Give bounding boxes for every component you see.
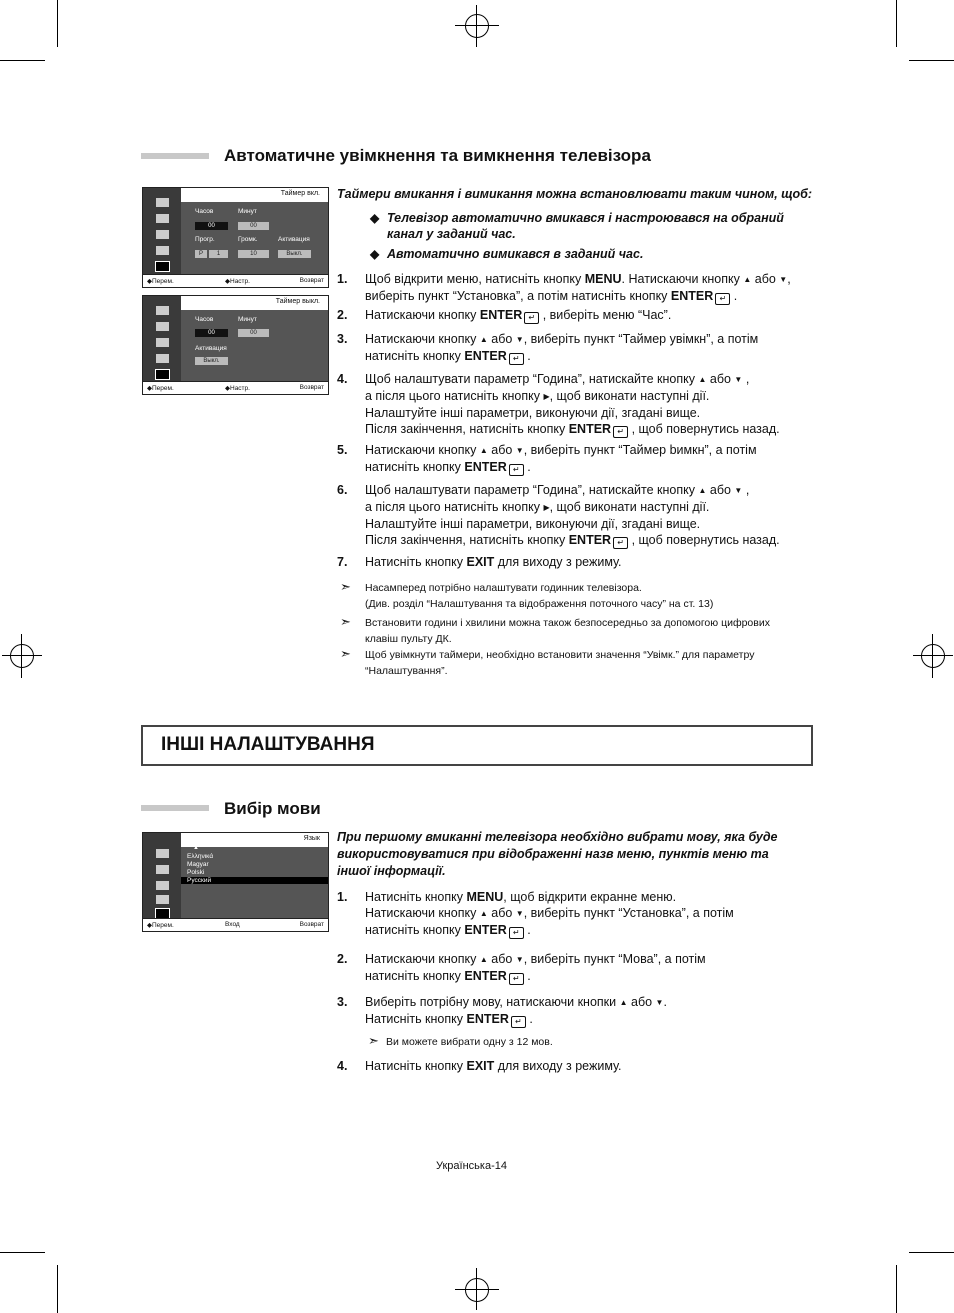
- step-number: 7.: [337, 555, 348, 569]
- footer-back: Возврат: [299, 384, 324, 391]
- footer-set: ◆Настр.: [225, 278, 250, 285]
- step-number: 6.: [337, 483, 348, 497]
- note-line: клавіш пульту ДК.: [365, 633, 452, 645]
- registration-line: [476, 5, 477, 47]
- step-number: 1.: [337, 890, 348, 904]
- channel-icon: [156, 214, 169, 223]
- footer-move: ◆Перем.: [147, 278, 174, 285]
- instruction-step: [337, 331, 759, 365]
- prog-label: Прогр.: [195, 236, 215, 243]
- instruction-step: [337, 951, 706, 985]
- enter-icon: ↵: [509, 353, 524, 365]
- footer-move: ◆Перем.: [147, 922, 174, 929]
- enter-icon: ↵: [509, 973, 524, 985]
- note-line: “Налаштування”.: [365, 665, 448, 677]
- prog-p: P: [195, 250, 207, 258]
- intro-line: використовуватися при відображенні назв меню, пунктів меню та: [337, 847, 769, 861]
- step-line: натисніть кнопку ENTER ↵ .: [365, 969, 531, 983]
- picture-icon: [156, 198, 169, 207]
- registration-line: [455, 1289, 499, 1290]
- picture-icon: [156, 306, 169, 315]
- antenna-icon: [156, 354, 169, 363]
- instruction-step: [337, 994, 667, 1028]
- step-line: Натисніть кнопку EXIT для виходу з режиму.: [365, 555, 622, 569]
- tv-title: Язык: [303, 835, 320, 842]
- step-line: Після закінчення, натисніть кнопку ENTER ↵ , щоб повернутись назад.: [365, 533, 780, 547]
- step-line: Щоб відкрити меню, натисніть кнопку MENU. Натискаючи кнопку ▲ або ▼,: [365, 272, 791, 286]
- up-arrow-icon: ▲: [193, 845, 199, 851]
- tv-sidebar: [143, 833, 181, 919]
- bullet-text: Автоматично вимикався в заданий час.: [387, 247, 644, 261]
- page-number: Українська-14: [436, 1160, 507, 1172]
- intro-line: іншої інформації.: [337, 864, 446, 878]
- tv-footer: [143, 274, 328, 287]
- registration-line: [455, 25, 499, 26]
- step-line: Після закінчення, натисніть кнопку ENTER ↵ , щоб повернутись назад.: [365, 422, 780, 436]
- activation-value: Выкл.: [195, 357, 228, 365]
- registration-line: [2, 655, 42, 656]
- setup-icon: [156, 370, 169, 379]
- prog-value: 1: [209, 250, 228, 258]
- note: [340, 646, 755, 679]
- activation-value: Выкл.: [278, 250, 311, 258]
- bullet-item: [370, 246, 644, 262]
- crop-mark: [0, 60, 45, 61]
- footer-set: ◆Настр.: [225, 385, 250, 392]
- crop-mark: [896, 0, 897, 47]
- section-title: Вибір мови: [224, 799, 321, 818]
- antenna-icon: [156, 246, 169, 255]
- registration-line: [932, 634, 933, 678]
- volume-label: Громк.: [238, 236, 258, 243]
- other-settings-title: ІНШІ НАЛАШТУВАННЯ: [161, 734, 375, 755]
- step-number: 4.: [337, 372, 348, 386]
- registration-mark-icon: [465, 1278, 489, 1302]
- enter-icon: ↵: [509, 927, 524, 939]
- note: [340, 579, 714, 612]
- language-option: Magyar: [187, 861, 209, 868]
- sound-icon: [156, 881, 169, 890]
- step-line: Щоб налаштувати параметр “Година”, натискайте кнопку ▲ або ▼ ,: [365, 483, 750, 497]
- step-line: Натисніть кнопку ENTER ↵ .: [365, 1012, 533, 1026]
- footer-back: Возврат: [299, 277, 324, 284]
- step-line: Налаштуйте інші параметри, виконуючи дії, згадані вище.: [365, 517, 701, 531]
- instruction-step: [337, 371, 780, 438]
- step-line: а після цього натисніть кнопку ▶, щоб виконати наступні дії.: [365, 500, 710, 514]
- step-line: Натискаючи кнопку ▲ або ▼, виберіть пункт “Таймер bимкн”, а потім: [365, 443, 757, 457]
- section-bar: [141, 153, 209, 159]
- step-line: натисніть кнопку ENTER ↵ .: [365, 923, 531, 937]
- sound-icon: [156, 230, 169, 239]
- step-line: Щоб налаштувати параметр “Година”, натискайте кнопку ▲ або ▼ ,: [365, 372, 750, 386]
- hour-label: Часов: [195, 208, 214, 215]
- sound-icon: [156, 338, 169, 347]
- crop-mark: [0, 1252, 45, 1253]
- channel-icon: [156, 865, 169, 874]
- step-line: Натискаючи кнопку ▲ або ▼, виберіть пункт “Мова”, а потім: [365, 952, 706, 966]
- footer-move: ◆Перем.: [147, 385, 174, 392]
- step-line: а після цього натисніть кнопку ▶, щоб виконати наступні дії.: [365, 389, 710, 403]
- bullet-text: Телевізор автоматично вмикався і настроювався на обраний канал у заданий час.: [387, 211, 784, 241]
- hour-value: 00: [195, 222, 228, 230]
- step-line: виберіть пункт “Установка”, а потім натисніть кнопку ENTER ↵ .: [365, 289, 738, 303]
- crop-mark: [909, 60, 954, 61]
- enter-icon: ↵: [613, 426, 628, 438]
- instruction-step: [337, 271, 791, 305]
- tv-title: Таймер вкл.: [280, 190, 320, 197]
- enter-icon: ↵: [524, 312, 539, 324]
- footer-back: Возврат: [299, 921, 324, 928]
- registration-mark-icon: [10, 644, 34, 668]
- note-line: Щоб увімкнути таймери, необхідно встановити значення “Увімк.” для параметру: [365, 649, 755, 661]
- section-title: Автоматичне увімкнення та вимкнення телевізора: [224, 146, 651, 165]
- bullet-item: [370, 210, 807, 242]
- section-bar: [141, 805, 209, 811]
- step-number: 2.: [337, 308, 348, 322]
- hour-label: Часов: [195, 316, 214, 323]
- enter-icon: ↵: [511, 1016, 526, 1028]
- note: [368, 1033, 553, 1050]
- section-intro: Таймери вмикання і вимикання можна встановлювати таким чином, щоб:: [337, 187, 813, 201]
- step-number: 4.: [337, 1059, 348, 1073]
- tv-header: [181, 296, 328, 310]
- note-arrow-icon: ➣: [340, 614, 351, 629]
- crop-mark: [896, 1265, 897, 1313]
- note-line: Насамперед потрібно налаштувати годинник телевізора.: [365, 582, 642, 594]
- instruction-step: [337, 482, 780, 549]
- step-number: 5.: [337, 443, 348, 457]
- setup-icon: [156, 909, 169, 918]
- activation-label: Активация: [278, 236, 310, 243]
- registration-mark-icon: [465, 14, 489, 38]
- step-line: Налаштуйте інші параметри, виконуючи дії, згадані вище.: [365, 406, 701, 420]
- step-line: Натисніть кнопку EXIT для виходу з режиму.: [365, 1059, 622, 1073]
- minute-label: Минут: [238, 208, 257, 215]
- footer-enter: Вход: [225, 921, 240, 928]
- step-number: 1.: [337, 272, 348, 286]
- tv-screen-timer-off: [142, 295, 329, 395]
- note-line: Ви можете вибрати одну з 12 мов.: [386, 1036, 553, 1048]
- note: [340, 614, 770, 647]
- note-arrow-icon: ➣: [340, 646, 351, 661]
- tv-footer: [143, 918, 328, 931]
- note-arrow-icon: ➣: [368, 1033, 379, 1048]
- channel-icon: [156, 322, 169, 331]
- registration-line: [913, 655, 953, 656]
- enter-icon: ↵: [715, 293, 730, 305]
- step-number: 2.: [337, 952, 348, 966]
- enter-icon: ↵: [509, 464, 524, 476]
- instruction-step: [337, 554, 622, 570]
- tv-screen-language: [142, 832, 329, 932]
- diamond-icon: ◆: [370, 211, 380, 225]
- note-line: Встановити години і хвилини можна також безпосередньо за допомогою цифрових: [365, 617, 770, 629]
- language-option: Ελληνικά: [187, 853, 214, 860]
- registration-line: [476, 1268, 477, 1310]
- activation-label: Активация: [195, 345, 227, 352]
- section-intro: [337, 829, 807, 880]
- step-line: натисніть кнопку ENTER ↵ .: [365, 349, 531, 363]
- setup-icon: [156, 262, 169, 271]
- step-line: Натисніть кнопку MENU, щоб відкрити екранне меню.: [365, 890, 677, 904]
- tv-header: [181, 833, 328, 847]
- tv-sidebar: [143, 296, 181, 382]
- minute-value: 00: [238, 222, 269, 230]
- instruction-step: [337, 307, 672, 324]
- step-line: натисніть кнопку ENTER ↵ .: [365, 460, 531, 474]
- diamond-icon: ◆: [370, 247, 380, 261]
- crop-mark: [57, 1265, 58, 1313]
- tv-footer: [143, 381, 328, 394]
- picture-icon: [156, 849, 169, 858]
- step-line: Виберіть потрібну мову, натискаючи кнопки ▲ або ▼.: [365, 995, 667, 1009]
- crop-mark: [909, 1252, 954, 1253]
- antenna-icon: [156, 895, 169, 904]
- language-option: Polski: [187, 869, 205, 876]
- minute-value: 00: [238, 329, 269, 337]
- note-arrow-icon: ➣: [340, 579, 351, 594]
- note-line: (Див. розділ “Налаштування та відображення поточного часу” на ст. 13): [365, 598, 714, 610]
- instruction-step: [337, 1058, 622, 1074]
- tv-title: Таймер выкл.: [275, 298, 320, 305]
- step-line: Натискаючи кнопку ENTER ↵ , виберіть меню “Час”.: [365, 308, 672, 322]
- step-number: 3.: [337, 332, 348, 346]
- instruction-step: [337, 889, 734, 939]
- language-option-selected: Русский: [181, 877, 328, 884]
- enter-icon: ↵: [613, 537, 628, 549]
- registration-mark-icon: [921, 644, 945, 668]
- crop-mark: [57, 0, 58, 47]
- tv-header: [181, 188, 328, 202]
- tv-screen-timer-on: [142, 187, 329, 288]
- intro-line: При першому вмиканні телевізора необхідно вибрати мову, яка буде: [337, 830, 778, 844]
- tv-sidebar: [143, 188, 181, 275]
- volume-value: 10: [238, 250, 269, 258]
- instruction-step: [337, 442, 757, 476]
- step-line: Натискаючи кнопку ▲ або ▼, виберіть пункт “Таймер увімкн”, а потім: [365, 332, 759, 346]
- hour-value: 00: [195, 329, 228, 337]
- step-line: Натискаючи кнопку ▲ або ▼, виберіть пункт “Установка”, а потім: [365, 906, 734, 920]
- registration-line: [21, 634, 22, 678]
- step-number: 3.: [337, 995, 348, 1009]
- minute-label: Минут: [238, 316, 257, 323]
